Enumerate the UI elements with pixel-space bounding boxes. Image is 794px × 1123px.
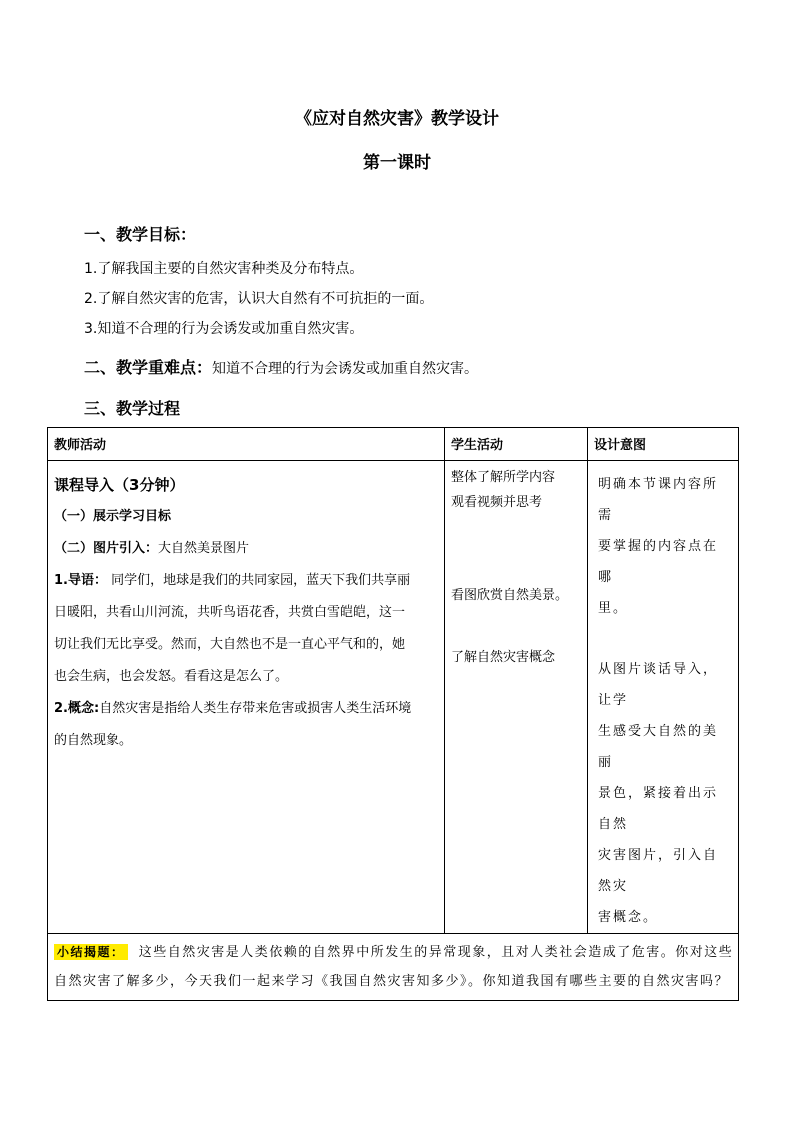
key-points-section	[84, 355, 478, 378]
conclusion-row	[48, 934, 739, 1001]
student-activity-2: 观看视频并思考	[451, 495, 543, 510]
step-picture-intro	[54, 533, 438, 565]
objective-item-1: 1.了解我国主要的自然灾害种类及分布特点。	[84, 261, 364, 277]
guide-line-3: 切让我们无比享受。然而，大自然也不是一直心平气和的，她	[54, 637, 406, 652]
document-title: 《应对自然灾害》教学设计	[295, 109, 499, 129]
concept-label: 2.概念:	[54, 701, 100, 716]
student-activity-3: 看图欣赏自然美景。	[451, 588, 569, 603]
step-objectives: （一）展示学习目标	[54, 509, 172, 524]
design-intent-cell	[588, 461, 739, 934]
table-row	[48, 461, 739, 934]
concept-line-1	[54, 693, 438, 725]
guide-line-1	[54, 565, 438, 597]
guide-label: 1.导语：	[54, 573, 107, 588]
column-header-design: 设计意图	[588, 428, 739, 461]
objective-item-2: 2.了解自然灾害的危害，认识大自然有不可抗拒的一面。	[84, 291, 434, 307]
table-header-row	[48, 428, 739, 461]
guide-line-4: 也会生病，也会发怒。看看这是怎么了。	[54, 669, 289, 684]
design-intent-1-line-2: 要掌握的内容点在哪	[598, 539, 719, 585]
column-header-student: 学生活动	[445, 428, 588, 461]
objective-item-3: 3.知道不合理的行为会诱发或加重自然灾害。	[84, 321, 364, 337]
step-picture-text: 大自然美景图片	[158, 541, 250, 556]
concept-text-1: 自然灾害是指给人类生存带来危害或损害人类生活环境	[99, 701, 412, 716]
design-intent-2-line-4: 灾害图片，引入自然灾	[598, 848, 719, 894]
student-activity-1: 整体了解所学内容	[451, 470, 556, 485]
key-points-heading: 二、教学重难点：	[84, 358, 213, 377]
design-intent-1-line-1: 明确本节课内容所需	[598, 477, 719, 523]
design-intent-2-line-2: 生感受大自然的美丽	[598, 724, 719, 770]
design-intent-2-line-5: 害概念。	[598, 910, 659, 925]
process-heading: 三、教学过程	[84, 399, 181, 418]
design-intent-1-line-3: 里。	[598, 601, 629, 616]
process-table	[47, 427, 739, 1001]
conclusion-text: 这些自然灾害是人类依赖的自然界中所发生的异常现象，且对人类社会造成了危害。你对这些自然灾害了解多少，今天我们一起来学习《我国自然灾害知多少》。你知道我国有哪些主要的自然灾害吗？	[54, 945, 734, 989]
guide-line-2: 日暖阳，共看山川河流，共听鸟语花香，共赏白雪皑皑，这一	[54, 605, 406, 620]
guide-text-1: 同学们，地球是我们的共同家园，蓝天下我们共享丽	[111, 573, 411, 588]
student-activity-cell	[445, 461, 588, 934]
teacher-activity-cell	[48, 461, 445, 934]
concept-line-2: 的自然现象。	[54, 733, 133, 748]
student-activity-4: 了解自然灾害概念	[451, 650, 556, 665]
step-picture-label: （二）图片引入：	[54, 541, 159, 556]
intro-title: 课程导入（3分钟）	[54, 476, 185, 494]
design-intent-2-line-3: 景色，紧接着出示自然	[598, 786, 719, 832]
document-subtitle: 第一课时	[363, 153, 431, 173]
column-header-teacher: 教师活动	[48, 428, 445, 461]
conclusion-badge: 小结揭题：	[54, 944, 128, 960]
objectives-heading: 一、教学目标：	[84, 225, 197, 244]
key-points-text: 知道不合理的行为会诱发或加重自然灾害。	[212, 361, 479, 377]
conclusion-cell	[48, 934, 739, 1001]
design-intent-2-line-1: 从图片谈话导入，让学	[598, 662, 719, 708]
